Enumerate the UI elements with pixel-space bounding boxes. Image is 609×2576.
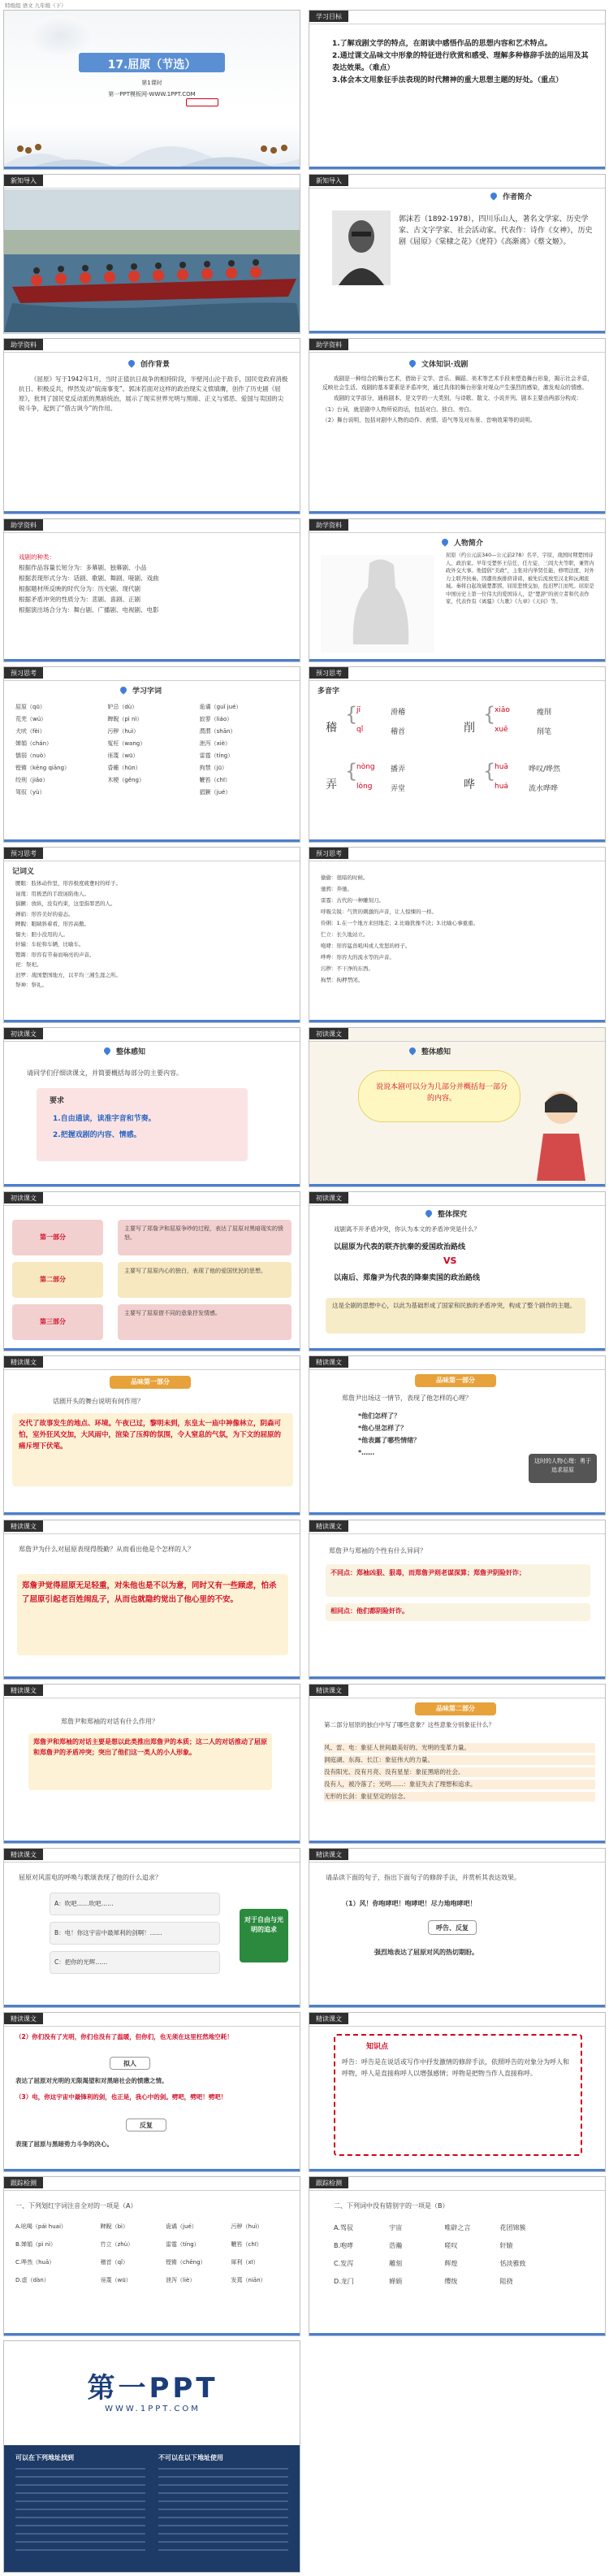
slide-tag: 助学资料 [4, 339, 43, 350]
meaning-line: 腰眼：肢体动作里，形容极度疲惫时的样子。 [15, 880, 121, 887]
fan-icon [407, 360, 418, 368]
vocab-cell: 犬吠（fèi） [15, 728, 45, 735]
rhetoric-question: 请品读下面的句子，指出下面句子的修辞手法，并赏析其表达效果。 [326, 1874, 520, 1881]
slide-tag: 跟踪检测 [4, 2177, 43, 2188]
slide-inquiry[interactable] [309, 1191, 606, 1351]
vocab-cell: 冤枉（wang） [107, 740, 146, 747]
compare-same: 相同点：他们都阴险奸诈。 [330, 1607, 408, 1615]
zheng-answer: 郑詹尹觉得屈原无足轻重，对朱他也是不以为意，同时又有一些顾虑，怕杀了屈原引起老百姓闹乱子，从而也就隐约觉出了他心里的不安。 [22, 1581, 277, 1604]
meaning-line: 伶俐：1.在一个地方来回地走；2.比喻犹豫不决；3.比喻心事重重。 [321, 920, 479, 926]
vocab-cell: 木梗（gěng） [107, 777, 145, 783]
vocab-table [15, 701, 292, 799]
vocab-cell: 绞刑（jiǎo） [15, 777, 49, 783]
meaning-line: 伫立：长久地站立。 [321, 931, 369, 938]
imagery-line: 没有阳光、没有月亮、没有星星：象征黑暗的社会。 [324, 1767, 595, 1777]
slide-rhetoric-2[interactable] [3, 2012, 300, 2172]
part-key-label: 第一部分 [40, 1234, 66, 1241]
option-cell: 鞭笞（chī） [231, 2241, 262, 2248]
section-heading: 整体感知 [116, 1048, 146, 1056]
pursuit-item: C：把你的光辉…… [54, 1958, 108, 1966]
slide-tag: 助学资料 [309, 339, 348, 350]
setting-question: 话剧开头的舞台说明有何作用？ [53, 1398, 144, 1405]
pursuit-item: B：电！你这宇宙中最犀利的剑啊！…… [54, 1929, 162, 1936]
part-key-label: 第二部分 [40, 1276, 66, 1283]
section-heading: 学习字词 [132, 687, 162, 696]
requirement-2: 2.把握戏剧的内容、情感。 [53, 1131, 141, 1139]
poly-pinyin: lòng [356, 783, 373, 791]
rhetoric-answer: 反复 [140, 2122, 153, 2129]
section-heading: 多音字 [317, 687, 340, 696]
option-cell: 泄泻（liè） [166, 2277, 196, 2283]
vocab-cell: 妒忌（dù） [107, 704, 138, 710]
types-line: 戏剧的种类： [19, 553, 55, 561]
meaning-line: 轩辕：车轮和车辆，比喻车。 [15, 941, 84, 948]
requirement-1: 1.自由通读，读准字音和节奏。 [53, 1115, 156, 1123]
slide-part1-psychology[interactable] [309, 1355, 606, 1516]
slide-tag: 新知导入 [309, 175, 348, 186]
poly-word: 瘦削 [537, 709, 552, 717]
meaning-line: 呼吸尖锐：气管的刺激的声音，让人惊悚的一样。 [321, 909, 437, 915]
slide-tag: 初读课文 [309, 1028, 348, 1039]
slide-tag: 精读课文 [4, 2013, 43, 2024]
slide-tag: 初读课文 [309, 1192, 348, 1203]
vocab-cell: 拘禁（jū） [199, 765, 228, 771]
slide-tag: 精读课文 [309, 1849, 348, 1860]
quiz-question: 二、下列词中没有错别字的一项是（B） [334, 2202, 449, 2210]
slide-quiz-2[interactable] [309, 2176, 606, 2336]
promo-left-title: 可以在下列地址找到 [15, 2454, 74, 2461]
compare-question: 郑詹尹与郑袖的个性有什么异同？ [329, 1547, 426, 1555]
slide-tag: 跟踪检测 [309, 2177, 348, 2188]
promo-link-list [158, 2468, 288, 2557]
drama-p3: （1）台词，就是剧中人物所说的话，包括对白、独白、旁白。 [322, 405, 475, 413]
option-cell: 宇宙 [389, 2224, 403, 2231]
poly-char: 稽 [326, 722, 337, 735]
slide-tag: 助学资料 [4, 519, 43, 531]
vocab-cell: 鞭笞（chī） [199, 777, 231, 783]
part-desc-text: 主要写了屈原借不同的意象抒发情感。 [124, 1310, 221, 1316]
slide-tag: 预习思考 [309, 848, 348, 859]
slide-tag: 预习思考 [4, 848, 43, 859]
slide-overall-perception-2[interactable] [309, 1027, 606, 1187]
meaning-line: 偷偷：很暗的时候。 [321, 874, 369, 881]
psych-option: *…… [358, 1449, 375, 1456]
option-cell: 嗟叹 [444, 2242, 458, 2249]
slide-word-meaning-2[interactable] [309, 847, 606, 1023]
quiz-options [334, 2219, 577, 2291]
fan-icon [488, 193, 499, 201]
quiz-options [15, 2218, 296, 2289]
section-heading: 品味第二部分 [436, 1705, 475, 1712]
slide-zheng-character[interactable] [3, 1520, 300, 1680]
psych-option: *他心里怎样了？ [358, 1425, 408, 1432]
section-heading: 人物简介 [454, 540, 484, 548]
vocab-cell: 潸潸（shān） [199, 728, 236, 735]
option-cell[interactable]: C.哗然（huā） [15, 2259, 55, 2266]
slide-background[interactable] [3, 338, 300, 514]
slide-quiz-1[interactable] [3, 2176, 300, 2336]
option-cell[interactable]: B.咆哮 [334, 2242, 354, 2249]
promo-right-title: 不可以在以下地址使用 [158, 2454, 223, 2461]
poly-word: 滑稽 [391, 709, 406, 717]
option-cell: 浩瀚 [389, 2242, 403, 2249]
option-cell: 缨绂 [444, 2278, 458, 2285]
option-cell: 诡谲（jué） [166, 2223, 197, 2230]
vocab-cell: 懦弱（nuò） [15, 752, 50, 759]
rhetoric-line: 表达了屈原对光明的无限渴望和对黑暗社会的愤懑之情。 [15, 2077, 168, 2084]
objective-1: 1.了解戏剧文学的特点，在朗读中感悟作品的思想内容和艺术特点。 [332, 40, 552, 48]
slide-tag: 精读课文 [309, 1685, 348, 1696]
slide-structure[interactable] [3, 1191, 300, 1351]
meaning-line: 猖獗：放纵，没有约束，这里指罪恶的人。 [15, 900, 116, 907]
slide-vocabulary[interactable] [3, 666, 300, 843]
vocab-cell: 雷霆（tíng） [199, 752, 234, 759]
drama-p2: 戏剧的文学部分，通称剧本，是文学的一大类别，与诗歌、散文、小说并列。剧本主要由两部分构成： [333, 395, 582, 401]
option-cell: 婵娟 [389, 2278, 403, 2285]
meaning-line: 驰骋：奔驰。 [321, 886, 352, 892]
poly-word: 稽首 [391, 728, 406, 736]
vocab-cell: 猖獗（jué） [199, 789, 231, 796]
poly-word: 播弄 [391, 765, 406, 774]
rhetoric-answer: 呼告、反复 [436, 1924, 469, 1932]
types-line: 根据作品容量长短分为：多幕剧、独幕剧、小品 [19, 564, 147, 571]
vocab-cell: 睥睨（pì nì） [107, 716, 143, 722]
meaning-line: 汨罗：战国楚国地方，以平均三湘生涯之所。 [15, 971, 121, 978]
slide-imagery[interactable] [309, 1684, 606, 1844]
section-heading: 作者简介 [503, 193, 533, 202]
vocab-cell: 驾驭（yù） [15, 789, 45, 796]
vocab-cell [107, 787, 199, 799]
vs-label: VS [443, 1255, 457, 1266]
objective-3: 3.体会本文用象征手法表现的时代精神的重大思想主题的好处。（重点） [332, 76, 564, 85]
option-cell: 稽首（qǐ） [100, 2259, 128, 2266]
option-cell: 唯辟之言 [444, 2224, 471, 2231]
meaning-line: 哗哗：形容大的流水等的声音。 [321, 954, 395, 961]
fan-icon [407, 1047, 418, 1056]
option-cell[interactable]: B.婵娟（pì nì） [15, 2241, 57, 2248]
section-heading: 记词义 [12, 868, 35, 876]
qu-yuan-statue [321, 555, 434, 653]
vocab-cell: 污秽（huì） [107, 728, 140, 735]
types-line: 根据矛盾冲突的性质分为：悲剧、喜剧、正剧 [19, 596, 140, 603]
meaning-line: 诬蔑：用极恶的手段诬陷他人。 [15, 890, 89, 897]
poly-word: 流水哗哗 [529, 785, 559, 793]
option-cell: 雷霆（tíng） [166, 2241, 200, 2248]
option-cell[interactable]: C.发泻 [334, 2260, 354, 2267]
option-cell: 诬蔑（wū） [100, 2277, 132, 2283]
option-cell: 犀利（xī） [231, 2259, 259, 2266]
poly-word: 弄堂 [391, 785, 406, 793]
meaning-line: 婵娟：形容美好的姿态。 [15, 910, 74, 917]
slide-title-text: 17.屈原（节选） [107, 59, 197, 72]
requirement-card [37, 1088, 248, 1161]
types-line: 根据题材所反映的时代分为：历史剧、现代剧 [19, 585, 140, 592]
part-desc-text: 主要写了郑詹尹和屈原争吵的过程，表达了屈原对黑暗现实的愤怒。 [124, 1225, 283, 1241]
section-heading: 品味第一部分 [436, 1377, 475, 1384]
bubble-text: 说说本剧可以分为几部分并概括每一部分的内容。 [375, 1083, 508, 1103]
dragon-boat-photo [4, 189, 300, 332]
pursuit-side: 对于自由与光明的追求 [244, 1916, 283, 1933]
poly-pinyin: qǐ [356, 726, 364, 734]
option-cell: 轩辕 [499, 2242, 513, 2249]
knowledge-text: 呼告：呼告是在说话或写作中抒发激情的修辞手法，依照呼告的对象分为呼人和呼物，呼人是直接称呼人以增强感情；呼物是把物当作人直接称呼。 [342, 2058, 569, 2077]
poly-word: 削笔 [537, 728, 552, 736]
slide-intro-photo[interactable] [3, 174, 300, 334]
psych-option: *他表露了哪些情绪？ [358, 1437, 421, 1444]
types-line: 根据演出场合分为：舞台剧、广播剧、电视剧、电影 [19, 606, 159, 614]
rhetoric-line: （3）电，你这宇宙中最锋利的剑，也正是，我心中的剑。劈吧，劈吧！劈吧！ [15, 2093, 227, 2101]
drama-p1: 戏剧是一种综合的舞台艺术，借助于文学、音乐、舞蹈、美术等艺术手段来塑造舞台形象，揭示社会矛盾，反映社会生活。戏剧的基本要素是矛盾冲突，通过具体的舞台形象对观众产生强烈的感染，激发观众的情感。 [322, 375, 594, 391]
slide-pursuit[interactable] [3, 1848, 300, 2008]
meaning-line: 懦夫：胆小没用的人。 [15, 930, 68, 938]
section-heading: 知识点 [366, 2043, 389, 2051]
slide-objectives[interactable] [309, 10, 606, 170]
knowledge-card [334, 2034, 582, 2156]
option-cell: 铿锵（chēng） [166, 2259, 206, 2266]
slide-tag: 精读课文 [309, 1356, 348, 1368]
section-heading: 创作背景 [140, 361, 171, 369]
poly-pinyin: nòng [356, 763, 375, 771]
poly-pinyin: xuē [495, 726, 508, 734]
option-cell: 辉煌 [444, 2260, 458, 2267]
slide-tag: 学习目标 [309, 11, 348, 22]
slide-drama-knowledge[interactable] [309, 338, 606, 514]
poly-pinyin: huā [495, 763, 508, 771]
cartoon-girl [529, 1085, 594, 1182]
vocab-cell: 昏睡（hūn） [107, 765, 141, 771]
section-heading: 整体探究 [438, 1211, 468, 1219]
dialogue-question: 郑詹尹和郑袖的对话有什么作用？ [61, 1718, 158, 1725]
section-heading: 文体知识·戏剧 [421, 361, 469, 369]
slide-tag: 助学资料 [309, 519, 348, 531]
quiz-question: 一、下列划红字词注音全对的一项是（A） [15, 2202, 137, 2210]
rhetoric-answer: 拟人 [123, 2060, 136, 2067]
slide-tag: 精读课文 [309, 2013, 348, 2024]
part-desc-text: 主要写了屈原内心的独白，表现了他的爱国忧民的思想。 [124, 1268, 266, 1274]
meaning-line: 拘禁：拘押禁闭。 [321, 977, 363, 983]
slide-rhetoric-1[interactable] [309, 1848, 606, 2008]
poly-pinyin: jī [356, 706, 361, 714]
site-text: 第一PPT模板网-WWW.1PPT.COM [108, 91, 196, 98]
slide-tag: 精读课文 [4, 1849, 43, 1860]
psych-question: 郑詹尹出场这一情节，表现了他怎样的心理？ [342, 1394, 472, 1402]
option-cell: 恬淡雅致 [499, 2260, 526, 2267]
rhetoric-example: （1）风！你咆哮吧！咆哮吧！尽力地咆哮吧！ [342, 1900, 477, 1907]
task-question: 请同学们仔细读课文，并简要概括每部分的主要内容。 [27, 1069, 183, 1077]
option-cell[interactable]: D.龙门 [334, 2278, 354, 2285]
imagery-line: 洞庭湖、东海、长江：象征伟大的力量。 [324, 1755, 595, 1765]
option-cell: 污秽（huì） [231, 2223, 263, 2230]
author-text: 郭沫若（1892-1978），四川乐山人，著名文学家、历史学家、古文字学家、社会活动家。代表作：诗作《女神》，历史剧《屈原》《棠棣之花》《虎符》《高渐离》《蔡文姬》。 [399, 215, 593, 246]
part-key-label: 第三部分 [40, 1318, 66, 1325]
landscape-figures [4, 116, 300, 170]
vocab-cell: 婵娟（chán） [15, 740, 53, 747]
slide-tag: 精读课文 [4, 1520, 43, 1532]
imagery-line: 风、雷、电：象征人世间最美好的、光明的变革力量。 [324, 1743, 595, 1753]
setting-answer: 交代了故事发生的地点、环境。午夜已过，黎明未到，东皇太一庙中神像林立，阴森可怕，室外狂风交加，大风雨中，渲染了压抑的氛围，令人窒息的气氛，为下文的屈原的痛斥埋下伏笔。 [19, 1420, 282, 1451]
poly-char: 削 [464, 722, 475, 735]
psych-option: *他们怎样了？ [358, 1412, 401, 1420]
slide-word-meaning-1[interactable] [3, 847, 300, 1023]
vocab-cell: 诬蔑（wū） [107, 752, 139, 759]
poly-char: 弄 [326, 778, 337, 791]
slide-overall-perception[interactable] [3, 1027, 300, 1187]
option-cell: 雕刻 [389, 2260, 403, 2267]
meaning-line: 污秽：不干净的东西。 [321, 965, 374, 972]
imagery-question: 第二部分屈原的独白中写了哪些意象？这些意象分别象征什么？ [324, 1721, 495, 1728]
option-cell[interactable]: A.驾驭 [334, 2224, 353, 2231]
meaning-line: 睥睨：眼睛斜着看，形容高傲。 [15, 921, 89, 927]
slide-knowledge-point[interactable] [309, 2012, 606, 2172]
compare-diff: 不同点：郑袖凶狠、狠毒，而郑詹尹则老谋深算；郑詹尹阴险奸诈； [330, 1569, 525, 1576]
rhetoric-summary: 表现了屈原与黑暗势力斗争的决心。 [15, 2140, 113, 2148]
slide-polyphonic[interactable]: 预习思考 多音字 稽 { jī 滑稽 qǐ 稽首 削 { xiāo 瘦削 xuē 削笔 弄 { nòng 播弄 lòng 弄堂 哗 { huā 哗叹/哗然 huá 流水哗哗 [309, 666, 606, 843]
rhetoric-line: （2）你们没有了光明，你们也没有了温暖，但你们，也无须在这里枉然地空耗！ [15, 2033, 233, 2040]
pursuit-item: A：吹吧……吹吧…… [54, 1900, 114, 1907]
poly-char: 哗 [464, 778, 475, 791]
meaning-line: 铿锵：形容有节奏而响亮的声音。 [15, 951, 95, 958]
fan-icon [102, 1047, 113, 1056]
slide-promo[interactable] [3, 2340, 300, 2573]
objective-2: 2.通过课文品味文中形象的特征进行欣赏和感受、理解多种修辞手法的运用及其表达效果。（难点） [332, 52, 589, 72]
inquiry-note: 这是全剧的思想中心，以此为基础形成了国家和民族的矛盾冲突，构成了整个剧作的主题。 [332, 1302, 576, 1309]
slide-subtitle: 第1课时 [141, 80, 162, 86]
option-cell[interactable]: D.虚（dàn） [15, 2277, 50, 2283]
slide-tag: 精读课文 [4, 1685, 43, 1696]
vocab-cell: 屈原（qū） [15, 704, 45, 710]
option-cell[interactable]: A.吆喝（pái huai） [15, 2223, 67, 2230]
section-heading: 整体感知 [421, 1048, 451, 1056]
vocab-cell: 诡谲（guǐ jué） [199, 704, 242, 710]
poly-word: 哗叹/哗然 [529, 765, 561, 774]
rhetoric-effect: 强烈地表达了屈原对风的热切期盼。 [374, 1949, 478, 1956]
vocab-cell: 寂寥（liáo） [199, 716, 233, 722]
slide-part1-setting[interactable] [3, 1355, 300, 1516]
option-cell: 发蔫（niān） [231, 2277, 266, 2283]
section-heading: 品味第一部分 [131, 1378, 170, 1386]
option-cell: 花团锦簇 [499, 2224, 526, 2231]
fan-icon [118, 687, 129, 695]
pursuit-question: 屈原对风雷电的呼唤与歌颂表现了他的什么追求？ [19, 1874, 162, 1881]
slide-dialogue[interactable] [3, 1684, 300, 1844]
option-cell: 睥睨（bì） [100, 2223, 128, 2230]
meaning-line: 雷霆：古代的一种雕刻刀。 [321, 897, 384, 904]
vocab-cell: 泄泻（xiè） [199, 740, 231, 747]
slide-drama-types[interactable] [3, 518, 300, 662]
slide-tag: 精读课文 [4, 1356, 43, 1368]
slide-tag: 初读课文 [4, 1028, 43, 1039]
imagery-line: 无形的长剑：象征坚定的信念。 [324, 1792, 595, 1802]
psych-tip: 这时的人物心理：勇于追求屈原 [534, 1458, 591, 1473]
side-b: 以南后、郑詹尹为代表的降秦卖国的政治路线 [334, 1274, 481, 1282]
poly-pinyin: xiāo [495, 706, 510, 714]
option-cell: 竹立（zhù） [100, 2241, 134, 2248]
meaning-line: 祭神：祭礼。 [15, 982, 47, 988]
top-breadcrumb: 特级组 语文 九年级（下） [5, 2, 67, 9]
background-text: 《屈原》写于1942年1月，当时正值抗日战争的相持阶段，半壁河山沦于敌手，国民党政府消极抗日、积极反共，悍然发动“皖南事变”。郭沫若面对这样的政治现实义愤填膺，创作了历史剧《屈原》，批判了国民党反动派的黑暗统治，展示了现实世界光明与黑暗、正义与邪恶、爱国与卖国的尖锐斗争，起到了“借古讽今”的作用。 [19, 375, 288, 412]
side-a: 以屈原为代表的联齐抗秦的爱国政治路线 [334, 1243, 466, 1251]
fan-icon [126, 360, 137, 368]
poly-pinyin: huá [495, 783, 508, 791]
dialogue-answer: 郑詹尹和郑袖的对话主要是想以此类推出郑詹尹的本质；这二人的对话推动了屈原和郑詹尹的矛盾冲突；突出了他们这一类人的小人形象。 [33, 1738, 267, 1756]
promo-link-list [15, 2468, 145, 2557]
zheng-question: 郑詹尹为什么对屈原表现得殷勤？从而看出他是个怎样的人？ [19, 1546, 194, 1553]
slide-tag: 预习思考 [4, 667, 43, 679]
promo-logo: 第一PPT [87, 2372, 218, 2405]
promo-url[interactable]: WWW.1PPT.COM [105, 2405, 201, 2413]
option-cell: 阻挠 [499, 2278, 513, 2285]
slide-author[interactable] [309, 174, 606, 334]
slide-compare[interactable] [309, 1520, 606, 1680]
hanging-lantern [186, 98, 218, 106]
author-portrait [332, 210, 391, 285]
slide-title[interactable] [3, 10, 300, 170]
imagery-line: 没有人，被冷落了；光明……：象征失去了理想和追求。 [324, 1780, 595, 1789]
vocab-cell: 荒芜（wú） [15, 716, 47, 722]
meaning-line: 祀：祭祀。 [15, 961, 42, 968]
types-line: 根据表现形式分为：话剧、歌剧、舞剧、哑剧、戏曲 [19, 575, 159, 582]
slide-tag: 新知导入 [4, 175, 43, 186]
fan-icon [439, 539, 451, 547]
slide-tag: 精读课文 [309, 1520, 348, 1532]
meaning-line: 咆哮：形容猛兽吼叫或人发怒的样子。 [321, 943, 411, 949]
vocab-cell: 铿锵（kēng qiāng） [15, 765, 71, 771]
inquiry-question: 戏剧离不开矛盾冲突，你认为本文的矛盾冲突是什么？ [334, 1225, 480, 1233]
drama-p4: （2）舞台说明，包括对剧中人物的动作、表情、语气等及对布景、音响效果等的说明。 [322, 417, 536, 423]
slide-tag: 预习思考 [309, 667, 348, 679]
slide-character[interactable] [309, 518, 606, 662]
fan-icon [423, 1210, 434, 1218]
character-text: 屈原（约公元前340—公元前278）名平，字原，战国时期楚国诗人、政治家。早年受楚怀王信任，任左徒、三闾大夫等职，兼管内政外交大事。他提倡“美政”，主张对内举贤任能，修明法度，对外力主联齐抗秦。因遭贵族排挤诽谤，被先后流放至汉北和沅湘流域。秦将白起攻破楚都郢，屈原悲愤交加，投汨罗江而死。屈原是中国历史上第一位伟大的爱国诗人，是“楚辞”的创立者和代表作家，代表作有《离骚》《九歌》《九章》《天问》等。 [446, 553, 594, 605]
requirement-title: 要求 [50, 1097, 65, 1105]
slide-tag: 初读课文 [4, 1192, 43, 1203]
